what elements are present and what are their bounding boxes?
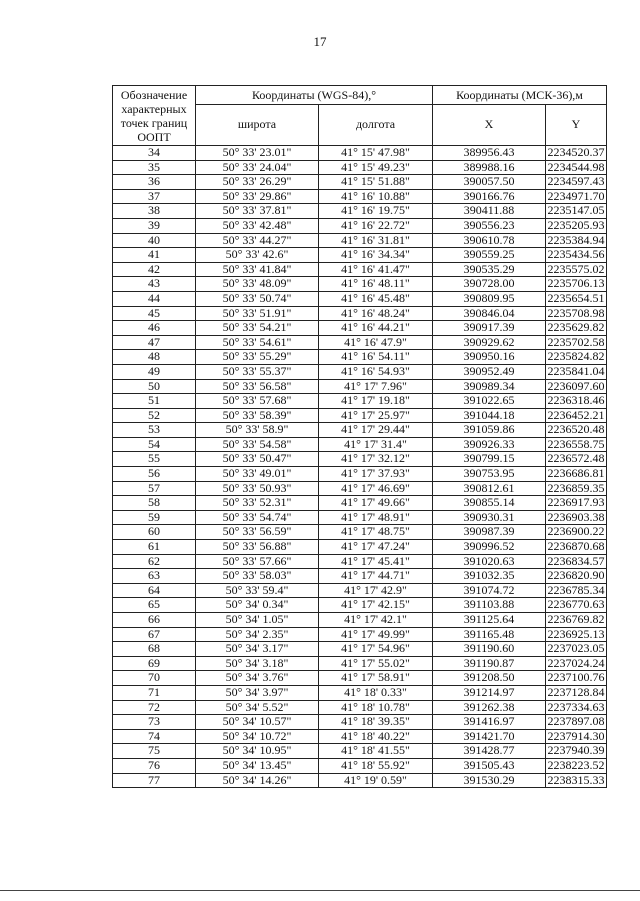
point-number-cell: 77 xyxy=(113,773,196,788)
x-cell: 390929.62 xyxy=(433,335,546,350)
table-row xyxy=(113,540,607,555)
latitude-cell: 50° 33' 50.93" xyxy=(196,481,319,496)
x-cell: 391416.97 xyxy=(433,715,546,730)
table-row xyxy=(113,291,607,306)
table-row xyxy=(113,569,607,584)
point-number-cell: 34 xyxy=(113,146,196,161)
point-number-cell: 54 xyxy=(113,437,196,452)
longitude-cell: 41° 16' 54.93" xyxy=(319,364,433,379)
y-cell: 2235629.82 xyxy=(547,320,605,335)
x-cell: 390559.25 xyxy=(433,248,546,263)
x-cell: 390610.78 xyxy=(433,233,546,248)
latitude-cell: 50° 33' 57.66" xyxy=(196,554,319,569)
point-number-cell: 62 xyxy=(113,554,196,569)
latitude-cell: 50° 34' 0.34" xyxy=(196,598,319,613)
table-row xyxy=(113,613,607,628)
latitude-cell: 50° 33' 55.29" xyxy=(196,350,319,365)
longitude-cell: 41° 18' 10.78" xyxy=(319,700,433,715)
longitude-cell: 41° 16' 31.81" xyxy=(319,233,433,248)
longitude-cell: 41° 17' 42.15" xyxy=(319,598,433,613)
table-row xyxy=(113,248,607,263)
latitude-cell: 50° 33' 49.01" xyxy=(196,467,319,482)
latitude-cell: 50° 33' 42.48" xyxy=(196,218,319,233)
table-row xyxy=(113,408,607,423)
point-number-cell: 59 xyxy=(113,510,196,525)
longitude-cell: 41° 17' 25.97" xyxy=(319,408,433,423)
y-cell: 2236903.38 xyxy=(547,510,605,524)
y-cell: 2236820.90 xyxy=(547,568,605,583)
y-cell: 2237023.05 xyxy=(547,641,605,656)
x-cell: 390057.50 xyxy=(433,175,546,190)
table-row xyxy=(113,306,607,321)
longitude-cell: 41° 17' 32.12" xyxy=(319,452,433,467)
y-cell: 2236900.22 xyxy=(547,524,605,539)
table-row xyxy=(113,189,607,204)
y-cell: 2236452.21 xyxy=(547,408,605,422)
table-row xyxy=(113,218,607,233)
longitude-cell: 41° 17' 55.02" xyxy=(319,656,433,671)
x-cell: 391214.97 xyxy=(433,685,546,700)
x-cell: 391421.70 xyxy=(433,729,546,744)
latitude-cell: 50° 34' 10.95" xyxy=(196,744,319,759)
x-cell: 390930.31 xyxy=(433,510,546,525)
table-row xyxy=(113,160,607,175)
coordinates-table xyxy=(112,85,607,788)
longitude-cell: 41° 18' 39.35" xyxy=(319,715,433,730)
point-number-cell: 72 xyxy=(113,700,196,715)
x-cell: 391032.35 xyxy=(433,569,546,584)
y-cell: 2237024.24 xyxy=(547,656,605,670)
latitude-cell: 50° 33' 56.88" xyxy=(196,540,319,555)
y-cell: 2236769.82 xyxy=(547,612,605,626)
longitude-cell: 41° 16' 34.34" xyxy=(319,248,433,263)
point-number-cell: 56 xyxy=(113,467,196,482)
point-number-cell: 51 xyxy=(113,394,196,409)
table-row xyxy=(113,423,607,438)
latitude-cell: 50° 33' 54.58" xyxy=(196,437,319,452)
point-number-cell: 39 xyxy=(113,218,196,233)
latitude-cell: 50° 33' 58.03" xyxy=(196,569,319,584)
table-row xyxy=(113,642,607,657)
x-cell: 390846.04 xyxy=(433,306,546,321)
latitude-cell: 50° 33' 50.47" xyxy=(196,452,319,467)
latitude-cell: 50° 34' 5.52" xyxy=(196,700,319,715)
y-cell: 2236870.68 xyxy=(547,539,605,554)
latitude-cell: 50° 33' 42.6" xyxy=(196,248,319,263)
y-cell: 2236859.35 xyxy=(547,481,605,495)
longitude-cell: 41° 17' 31.4" xyxy=(319,437,433,452)
y-cell: 2235706.13 xyxy=(547,276,605,291)
y-cell: 2236686.81 xyxy=(547,466,605,481)
x-cell: 391190.60 xyxy=(433,642,546,657)
y-cell: 2236520.48 xyxy=(547,422,605,437)
latitude-cell: 50° 33' 24.04" xyxy=(196,160,319,175)
y-cell: 2237897.08 xyxy=(547,714,605,729)
x-cell: 391074.72 xyxy=(433,583,546,598)
y-cell: 2234971.70 xyxy=(547,189,605,203)
point-number-cell: 55 xyxy=(113,452,196,467)
table-row xyxy=(113,510,607,525)
x-cell: 391044.18 xyxy=(433,408,546,423)
table-row xyxy=(113,262,607,277)
longitude-cell: 41° 17' 49.66" xyxy=(319,496,433,511)
table-row xyxy=(113,452,607,467)
x-cell: 390753.95 xyxy=(433,467,546,482)
y-cell: 2237914.30 xyxy=(547,729,605,743)
point-number-cell: 69 xyxy=(113,656,196,671)
table-row xyxy=(113,525,607,540)
header-msk36-group: Координаты (МСК-36),м xyxy=(433,86,607,105)
point-number-cell: 60 xyxy=(113,525,196,540)
point-number-cell: 50 xyxy=(113,379,196,394)
x-cell: 390535.29 xyxy=(433,262,546,277)
table-row xyxy=(113,700,607,715)
latitude-cell: 50° 34' 13.45" xyxy=(196,758,319,773)
latitude-cell: 50° 34' 2.35" xyxy=(196,627,319,642)
x-cell: 391530.29 xyxy=(433,773,546,788)
latitude-cell: 50° 34' 3.97" xyxy=(196,685,319,700)
x-cell: 390556.23 xyxy=(433,218,546,233)
x-cell: 391262.38 xyxy=(433,700,546,715)
table-body xyxy=(113,146,607,788)
latitude-cell: 50° 33' 54.61" xyxy=(196,335,319,350)
point-number-cell: 35 xyxy=(113,160,196,175)
x-cell: 390809.95 xyxy=(433,291,546,306)
x-cell: 390950.16 xyxy=(433,350,546,365)
x-cell: 390987.39 xyxy=(433,525,546,540)
longitude-cell: 41° 15' 51.88" xyxy=(319,175,433,190)
longitude-cell: 41° 16' 22.72" xyxy=(319,218,433,233)
header-y: Y xyxy=(546,105,607,146)
point-number-cell: 37 xyxy=(113,189,196,204)
longitude-cell: 41° 17' 58.91" xyxy=(319,671,433,686)
point-number-cell: 49 xyxy=(113,364,196,379)
x-cell: 391190.87 xyxy=(433,656,546,671)
point-number-cell: 73 xyxy=(113,715,196,730)
longitude-cell: 41° 16' 47.9" xyxy=(319,335,433,350)
point-number-cell: 44 xyxy=(113,291,196,306)
point-number-cell: 67 xyxy=(113,627,196,642)
x-cell: 391505.43 xyxy=(433,758,546,773)
latitude-cell: 50° 34' 1.05" xyxy=(196,613,319,628)
x-cell: 390812.61 xyxy=(433,481,546,496)
table-row xyxy=(113,350,607,365)
point-number-cell: 61 xyxy=(113,540,196,555)
header-longitude: долгота xyxy=(319,105,433,146)
latitude-cell: 50° 34' 10.57" xyxy=(196,715,319,730)
longitude-cell: 41° 16' 10.88" xyxy=(319,189,433,204)
table-row xyxy=(113,496,607,511)
point-number-cell: 76 xyxy=(113,758,196,773)
x-cell: 391059.86 xyxy=(433,423,546,438)
table-row xyxy=(113,394,607,409)
point-number-cell: 58 xyxy=(113,496,196,511)
page-number: 17 xyxy=(313,34,327,49)
y-cell: 2234520.37 xyxy=(547,145,605,159)
table-row xyxy=(113,773,607,788)
latitude-cell: 50° 33' 41.84" xyxy=(196,262,319,277)
longitude-cell: 41° 16' 19.75" xyxy=(319,204,433,219)
y-cell: 2236097.60 xyxy=(547,379,605,393)
longitude-cell: 41° 15' 49.23" xyxy=(319,160,433,175)
table-row xyxy=(113,758,607,773)
latitude-cell: 50° 33' 54.21" xyxy=(196,321,319,336)
y-cell: 2235205.93 xyxy=(547,218,605,232)
table-row xyxy=(113,598,607,613)
point-number-cell: 70 xyxy=(113,671,196,686)
table-row xyxy=(113,744,607,759)
longitude-cell: 41° 17' 7.96" xyxy=(319,379,433,394)
latitude-cell: 50° 34' 3.17" xyxy=(196,642,319,657)
latitude-cell: 50° 33' 23.01" xyxy=(196,146,319,161)
point-number-cell: 66 xyxy=(113,613,196,628)
point-number-cell: 71 xyxy=(113,685,196,700)
point-number-cell: 45 xyxy=(113,306,196,321)
point-number-cell: 43 xyxy=(113,277,196,292)
y-cell: 2235824.82 xyxy=(547,349,605,364)
table-row xyxy=(113,233,607,248)
x-cell: 390411.88 xyxy=(433,204,546,219)
longitude-cell: 41° 17' 47.24" xyxy=(319,540,433,555)
latitude-cell: 50° 33' 55.37" xyxy=(196,364,319,379)
point-number-cell: 63 xyxy=(113,569,196,584)
x-cell: 391022.65 xyxy=(433,394,546,409)
x-cell: 390166.76 xyxy=(433,189,546,204)
latitude-cell: 50° 33' 52.31" xyxy=(196,496,319,511)
latitude-cell: 50° 33' 56.58" xyxy=(196,379,319,394)
table-row xyxy=(113,277,607,292)
table-row xyxy=(113,627,607,642)
x-cell: 390952.49 xyxy=(433,364,546,379)
longitude-cell: 41° 17' 48.91" xyxy=(319,510,433,525)
longitude-cell: 41° 15' 47.98" xyxy=(319,146,433,161)
latitude-cell: 50° 34' 14.26" xyxy=(196,773,319,788)
latitude-cell: 50° 33' 50.74" xyxy=(196,291,319,306)
longitude-cell: 41° 16' 41.47" xyxy=(319,262,433,277)
point-number-cell: 68 xyxy=(113,642,196,657)
point-number-cell: 46 xyxy=(113,321,196,336)
latitude-cell: 50° 33' 58.39" xyxy=(196,408,319,423)
y-cell: 2237128.84 xyxy=(547,685,605,699)
header-point-designation: Обозначение характерных точек границ ООПТ xyxy=(113,86,196,146)
table-row xyxy=(113,146,607,161)
point-number-cell: 53 xyxy=(113,423,196,438)
y-cell: 2234544.98 xyxy=(547,160,605,174)
y-cell: 2235654.51 xyxy=(547,291,605,305)
y-cell: 2235434.56 xyxy=(547,247,605,262)
point-number-cell: 57 xyxy=(113,481,196,496)
x-cell: 391165.48 xyxy=(433,627,546,642)
table-row xyxy=(113,656,607,671)
latitude-cell: 50° 33' 58.9" xyxy=(196,423,319,438)
y-cell: 2238315.33 xyxy=(547,773,605,787)
y-cell: 2235575.02 xyxy=(547,262,605,276)
point-number-cell: 36 xyxy=(113,175,196,190)
longitude-cell: 41° 18' 41.55" xyxy=(319,744,433,759)
longitude-cell: 41° 17' 19.18" xyxy=(319,394,433,409)
y-cell: 2235841.04 xyxy=(547,364,605,378)
longitude-cell: 41° 17' 48.75" xyxy=(319,525,433,540)
point-number-cell: 48 xyxy=(113,350,196,365)
y-cell: 2238223.52 xyxy=(547,758,605,772)
table-row xyxy=(113,175,607,190)
longitude-cell: 41° 18' 55.92" xyxy=(319,758,433,773)
x-cell: 391020.63 xyxy=(433,554,546,569)
y-cell: 2235384.94 xyxy=(547,233,605,247)
header-latitude: широта xyxy=(196,105,319,146)
latitude-cell: 50° 33' 29.86" xyxy=(196,189,319,204)
y-cell: 2236318.46 xyxy=(547,393,605,408)
table-row xyxy=(113,583,607,598)
point-number-cell: 42 xyxy=(113,262,196,277)
longitude-cell: 41° 17' 29.44" xyxy=(319,423,433,438)
table-row xyxy=(113,204,607,219)
longitude-cell: 41° 18' 0.33" xyxy=(319,685,433,700)
x-cell: 390996.52 xyxy=(433,540,546,555)
header-wgs84-group: Координаты (WGS-84),° xyxy=(196,86,433,105)
table-row xyxy=(113,379,607,394)
longitude-cell: 41° 16' 48.24" xyxy=(319,306,433,321)
longitude-cell: 41° 17' 44.71" xyxy=(319,569,433,584)
table-row xyxy=(113,321,607,336)
x-cell: 391125.64 xyxy=(433,613,546,628)
y-cell: 2237100.76 xyxy=(547,670,605,685)
x-cell: 391428.77 xyxy=(433,744,546,759)
latitude-cell: 50° 33' 51.91" xyxy=(196,306,319,321)
x-cell: 390926.33 xyxy=(433,437,546,452)
latitude-cell: 50° 33' 56.59" xyxy=(196,525,319,540)
y-cell: 2234597.43 xyxy=(547,174,605,189)
point-number-cell: 75 xyxy=(113,744,196,759)
y-cell: 2237334.63 xyxy=(547,700,605,714)
table-row xyxy=(113,671,607,686)
x-cell: 391103.88 xyxy=(433,598,546,613)
longitude-cell: 41° 16' 54.11" xyxy=(319,350,433,365)
x-cell: 389988.16 xyxy=(433,160,546,175)
latitude-cell: 50° 34' 3.18" xyxy=(196,656,319,671)
point-number-cell: 64 xyxy=(113,583,196,598)
point-number-cell: 74 xyxy=(113,729,196,744)
table-row xyxy=(113,364,607,379)
longitude-cell: 41° 17' 49.99" xyxy=(319,627,433,642)
x-cell: 390989.34 xyxy=(433,379,546,394)
point-number-cell: 41 xyxy=(113,248,196,263)
point-number-cell: 47 xyxy=(113,335,196,350)
longitude-cell: 41° 17' 46.69" xyxy=(319,481,433,496)
table-row xyxy=(113,685,607,700)
y-cell: 2237940.39 xyxy=(547,743,605,758)
point-number-cell: 40 xyxy=(113,233,196,248)
latitude-cell: 50° 33' 37.81" xyxy=(196,204,319,219)
bottom-rule xyxy=(0,890,640,891)
x-cell: 391208.50 xyxy=(433,671,546,686)
table-row xyxy=(113,437,607,452)
table-row xyxy=(113,715,607,730)
longitude-cell: 41° 16' 48.11" xyxy=(319,277,433,292)
y-cell: 2236925.13 xyxy=(547,627,605,641)
x-cell: 389956.43 xyxy=(433,146,546,161)
longitude-cell: 41° 16' 45.48" xyxy=(319,291,433,306)
y-cell: 2236917.93 xyxy=(547,495,605,510)
y-cell: 2236572.48 xyxy=(547,451,605,466)
x-cell: 390728.00 xyxy=(433,277,546,292)
longitude-cell: 41° 19' 0.59" xyxy=(319,773,433,788)
longitude-cell: 41° 17' 54.96" xyxy=(319,642,433,657)
x-cell: 390855.14 xyxy=(433,496,546,511)
latitude-cell: 50° 33' 44.27" xyxy=(196,233,319,248)
x-cell: 390799.15 xyxy=(433,452,546,467)
y-cell: 2236558.75 xyxy=(547,437,605,451)
latitude-cell: 50° 33' 26.29" xyxy=(196,175,319,190)
x-cell: 390917.39 xyxy=(433,321,546,336)
longitude-cell: 41° 17' 37.93" xyxy=(319,467,433,482)
y-cell: 2236770.63 xyxy=(547,597,605,612)
y-cell: 2235708.98 xyxy=(547,306,605,320)
point-number-cell: 52 xyxy=(113,408,196,423)
point-number-cell: 65 xyxy=(113,598,196,613)
longitude-cell: 41° 17' 45.41" xyxy=(319,554,433,569)
point-number-cell: 38 xyxy=(113,204,196,219)
longitude-cell: 41° 18' 40.22" xyxy=(319,729,433,744)
header-x: X xyxy=(433,105,546,146)
longitude-cell: 41° 17' 42.1" xyxy=(319,613,433,628)
table-row xyxy=(113,729,607,744)
latitude-cell: 50° 33' 57.68" xyxy=(196,394,319,409)
y-cell: 2235702.58 xyxy=(547,335,605,349)
y-cell: 2236785.34 xyxy=(547,583,605,597)
latitude-cell: 50° 34' 10.72" xyxy=(196,729,319,744)
y-cell: 2236834.57 xyxy=(547,554,605,568)
latitude-cell: 50° 34' 3.76" xyxy=(196,671,319,686)
latitude-cell: 50° 33' 54.74" xyxy=(196,510,319,525)
table-row xyxy=(113,554,607,569)
table-row xyxy=(113,335,607,350)
table-row xyxy=(113,467,607,482)
y-cell: 2235147.05 xyxy=(547,203,605,218)
latitude-cell: 50° 33' 48.09" xyxy=(196,277,319,292)
longitude-cell: 41° 16' 44.21" xyxy=(319,321,433,336)
latitude-cell: 50° 33' 59.4" xyxy=(196,583,319,598)
longitude-cell: 41° 17' 42.9" xyxy=(319,583,433,598)
table-row xyxy=(113,481,607,496)
